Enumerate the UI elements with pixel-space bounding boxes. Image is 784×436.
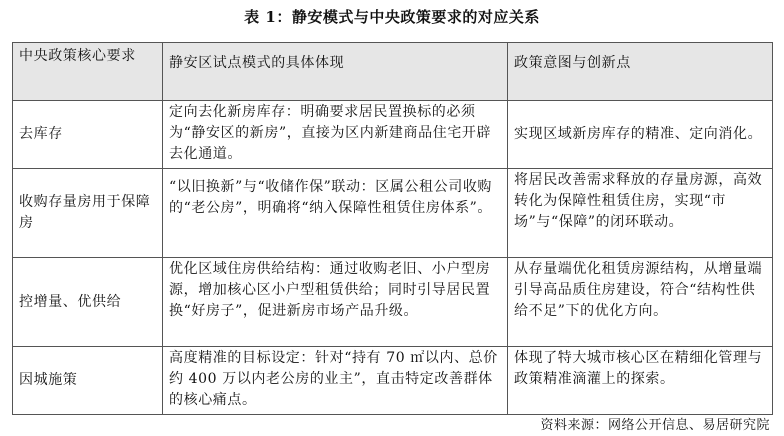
table-row (13, 101, 773, 169)
table-header-row (13, 43, 773, 101)
header-intent: 政策意图与创新点 (508, 43, 773, 101)
table-row (13, 347, 773, 415)
row-intent: 从存量端优化租赁房源结构，从增量端引导高品质住房建设，符合“结构性供给不足”下的优化方向。 (508, 258, 773, 347)
table-row (13, 169, 773, 258)
row-requirement: 收购存量房用于保障房 (13, 169, 163, 258)
header-practice: 静安区试点模式的具体体现 (163, 43, 508, 101)
row-requirement: 去库存 (13, 101, 163, 169)
row-practice: 定向去化新房库存：明确要求居民置换标的必须为“静安区的新房”，直接为区内新建商品住宅开辟去化通道。 (163, 101, 508, 169)
row-practice: “以旧换新”与“收储作保”联动：区属公租公司收购的“老公房”，明确将“纳入保障性租赁住房体系”。 (163, 169, 508, 258)
row-requirement: 控增量、优供给 (13, 258, 163, 347)
row-requirement: 因城施策 (13, 347, 163, 415)
table-title: 表 1：静安模式与中央政策要求的对应关系 (244, 8, 540, 26)
header-requirement: 中央政策核心要求 (13, 43, 163, 101)
row-intent: 实现区域新房库存的精准、定向消化。 (508, 101, 773, 169)
policy-table (12, 42, 773, 415)
table-row (13, 258, 773, 347)
row-practice: 高度精准的目标设定：针对“持有 70 ㎡以内、总价约 400 万以内老公房的业主”，直击特定改善群体的核心痛点。 (163, 347, 508, 415)
row-intent: 体现了特大城市核心区在精细化管理与政策精准滴灌上的探索。 (508, 347, 773, 415)
source-note: 资料来源：网络公开信息、易居研究院 (540, 418, 770, 433)
row-practice: 优化区域住房供给结构：通过收购老旧、小户型房源，增加核心区小户型租赁供给；同时引导居民置换“好房子”，促进新房市场产品升级。 (163, 258, 508, 347)
row-intent: 将居民改善需求释放的存量房源，高效转化为保障性租赁住房，实现“市场”与“保障”的闭环联动。 (508, 169, 773, 258)
